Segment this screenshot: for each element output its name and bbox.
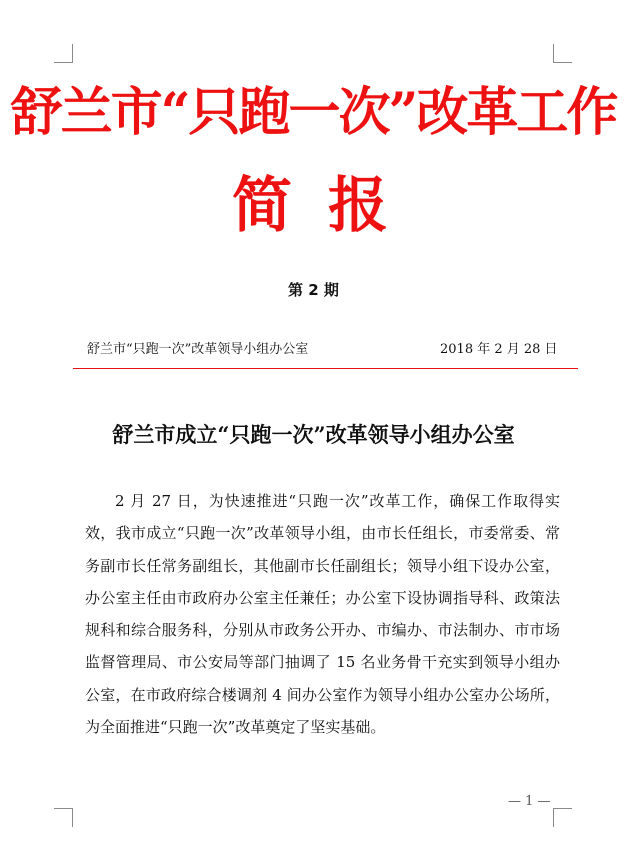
issue-number: 第 2 期	[288, 281, 339, 299]
crop-mark-bottom-left	[54, 808, 73, 827]
masthead-title: 舒兰市“只跑一次”改革工作	[10, 82, 617, 143]
article-body: 2 月 27 日，为快速推进“只跑一次”改革工作，确保工作取得实效，我市成立“只跑一次”改革领导小组，由市长任组长，市委常委、常务副市长任常务副组长，其他副市长任副组长；领导小组下设办公室，办公室主任由市政府办公室主任兼任；办公室下设协调指导科、政策法规科和综合服务科，分别从市政务公开办、市编办、市法制办、市市场监督管理局、市公安局等部门抽调了 15 名业务骨干充实到领导小组办公室，在市政府综合楼调剂 4 间办公室作为领导小组办公室办公场所，为全面推进“只跑一次”改革奠定了坚实基础。	[85, 492, 560, 737]
issuer: 舒兰市“只跑一次”改革领导小组办公室	[87, 342, 309, 357]
crop-mark-top-left	[54, 44, 73, 63]
crop-mark-bottom-right	[553, 808, 572, 827]
article-headline: 舒兰市成立“只跑一次”改革领导小组办公室	[112, 422, 515, 447]
page-number: — 1 —	[508, 794, 551, 809]
red-divider-rule	[73, 368, 578, 369]
crop-mark-top-right	[553, 44, 572, 63]
masthead-subtitle: 简报	[232, 171, 424, 241]
issue-date: 2018 年 2 月 28 日	[440, 342, 558, 357]
